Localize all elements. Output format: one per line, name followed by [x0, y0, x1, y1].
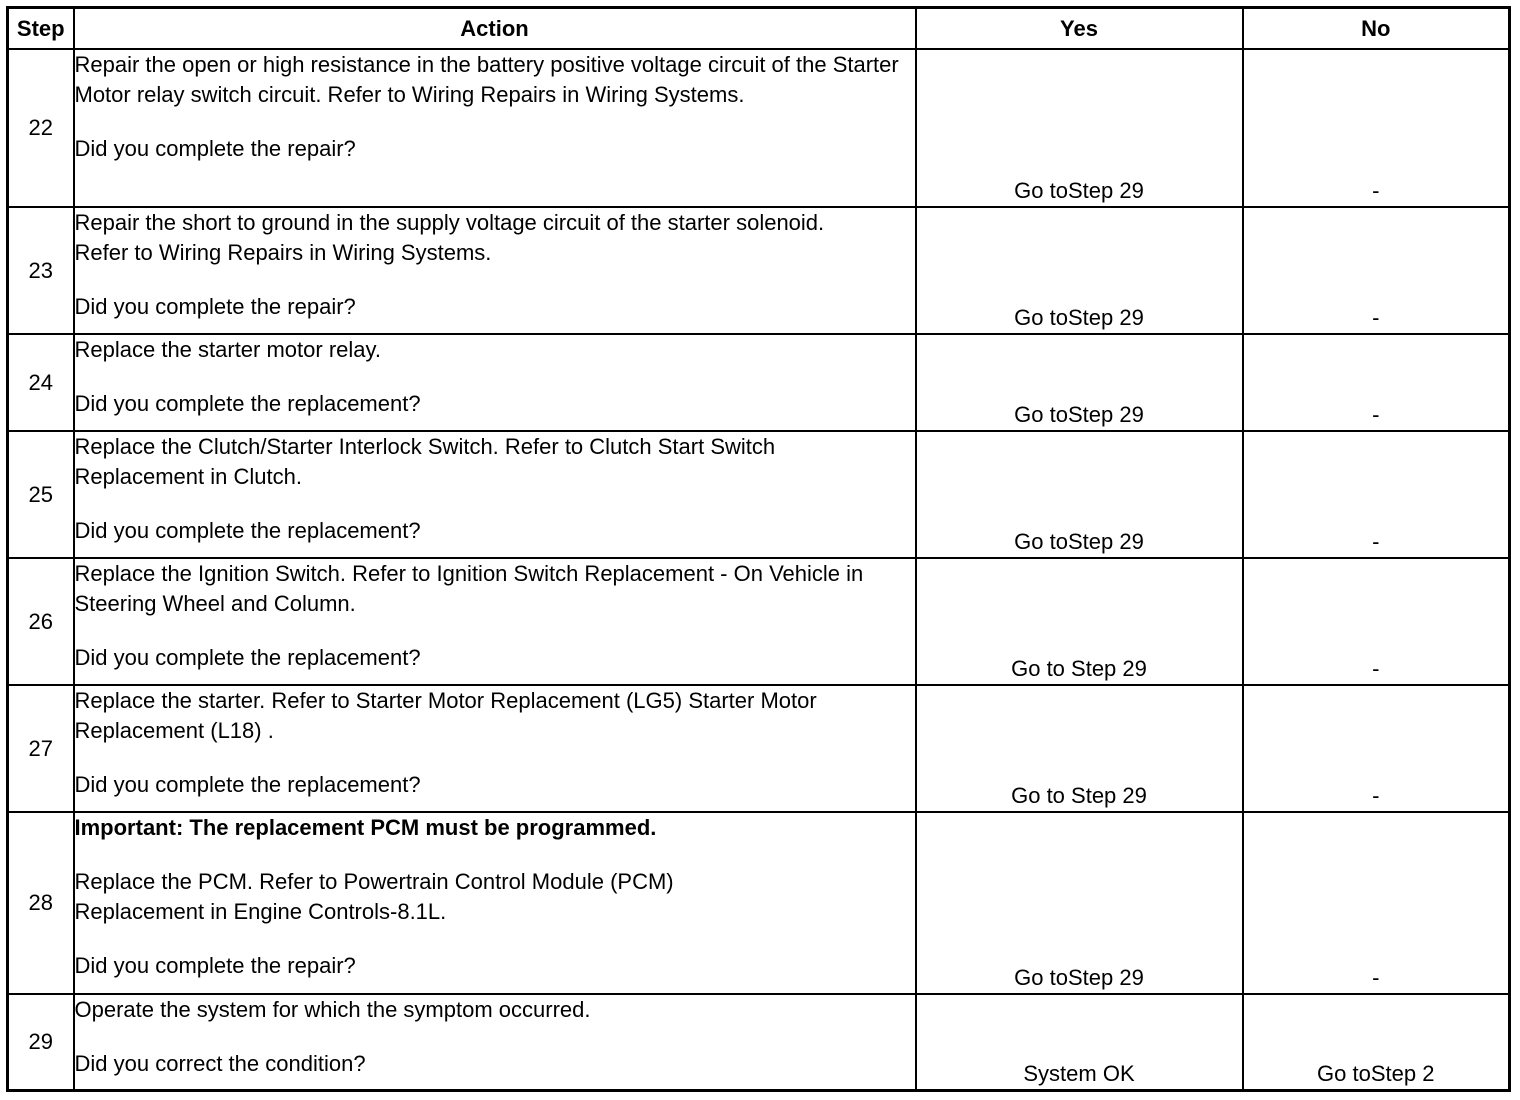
action-instruction: Replace the Ignition Switch. Refer to Ignition Switch Replacement - On Vehicle in Steering Wheel and Column. [74, 561, 870, 616]
action-question: Did you complete the replacement? [74, 518, 421, 543]
action-question: Did you complete the replacement? [74, 772, 421, 797]
action-instruction: Replace the PCM. Refer to Powertrain Control Module (PCM) Replacement in Engine Controls-8.1L. [74, 869, 680, 924]
no-result: - [1243, 812, 1510, 994]
action-cell [74, 49, 916, 207]
table-row [8, 812, 1510, 994]
table-row [8, 431, 1510, 558]
step-number: 28 [8, 812, 74, 994]
header-action: Action [74, 8, 916, 50]
step-number: 29 [8, 994, 74, 1090]
step-number: 24 [8, 334, 74, 431]
yes-result: Go toStep 29 [916, 812, 1243, 994]
no-result: - [1243, 431, 1510, 558]
header-step: Step [8, 8, 74, 50]
action-question: Did you complete the replacement? [74, 645, 421, 670]
action-question: Did you correct the condition? [74, 1051, 366, 1076]
action-cell [74, 812, 916, 994]
yes-result: Go toStep 29 [916, 431, 1243, 558]
action-instruction: Repair the short to ground in the supply voltage circuit of the starter solenoid. Refer to Wiring Repairs in Wiring Systems. [74, 210, 831, 265]
action-instruction: Operate the system for which the symptom occurred. [74, 997, 591, 1022]
no-result: Go toStep 2 [1243, 994, 1510, 1090]
table-row [8, 685, 1510, 812]
action-cell [74, 334, 916, 431]
yes-result: Go to Step 29 [916, 685, 1243, 812]
yes-result: Go to Step 29 [916, 558, 1243, 685]
action-question: Did you complete the repair? [74, 136, 356, 161]
action-cell [74, 994, 916, 1090]
header-row [8, 8, 1510, 50]
header-yes: Yes [916, 8, 1243, 50]
action-instruction: Replace the starter. Refer to Starter Motor Replacement (LG5) Starter Motor Replacement (L18) . [74, 688, 823, 743]
action-cell [74, 558, 916, 685]
no-result: - [1243, 207, 1510, 334]
no-result: - [1243, 49, 1510, 207]
action-cell [74, 685, 916, 812]
table-row [8, 207, 1510, 334]
action-cell [74, 207, 916, 334]
step-number: 27 [8, 685, 74, 812]
yes-result: Go toStep 29 [916, 49, 1243, 207]
table-row [8, 558, 1510, 685]
action-instruction: Replace the Clutch/Starter Interlock Switch. Refer to Clutch Start Switch Replacement in Clutch. [74, 434, 782, 489]
table-row [8, 994, 1510, 1090]
step-number: 25 [8, 431, 74, 558]
action-question: Did you complete the repair? [74, 294, 356, 319]
action-question: Did you complete the replacement? [74, 391, 421, 416]
step-number: 22 [8, 49, 74, 207]
action-instruction: Replace the starter motor relay. [74, 337, 381, 362]
yes-result: Go toStep 29 [916, 207, 1243, 334]
step-number: 26 [8, 558, 74, 685]
action-question: Did you complete the repair? [74, 953, 356, 978]
action-instruction: Repair the open or high resistance in the battery positive voltage circuit of the Starter Motor relay switch circuit. Refer to Wiring Repairs in Wiring Systems. [74, 52, 905, 107]
action-cell [74, 431, 916, 558]
yes-result: System OK [916, 994, 1243, 1090]
important-note: Important: The replacement PCM must be programmed. [74, 815, 657, 840]
diagnostic-table [6, 6, 1511, 1092]
table-row [8, 49, 1510, 207]
step-number: 23 [8, 207, 74, 334]
no-result: - [1243, 685, 1510, 812]
no-result: - [1243, 334, 1510, 431]
table-row [8, 334, 1510, 431]
yes-result: Go toStep 29 [916, 334, 1243, 431]
no-result: - [1243, 558, 1510, 685]
header-no: No [1243, 8, 1510, 50]
